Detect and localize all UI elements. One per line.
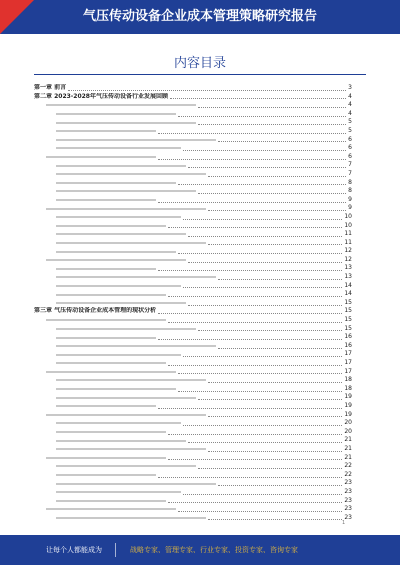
toc-entry-placeholder [46, 259, 186, 261]
toc-entry-placeholder [56, 345, 216, 347]
toc-entry-placeholder [56, 397, 196, 399]
toc-entry[interactable] [34, 488, 352, 497]
toc-leader-dots [208, 172, 346, 177]
toc-leader-dots [188, 258, 342, 263]
toc-page-number: 6 [348, 152, 352, 160]
toc-entry[interactable] [34, 350, 352, 359]
toc-leader-dots [183, 421, 342, 426]
report-title: 气压传动设备企业成本管理策略研究报告 [82, 9, 317, 24]
toc-page-number: 16 [344, 341, 352, 349]
toc-leader-dots [208, 378, 342, 383]
toc-page-number: 15 [344, 316, 352, 324]
toc-leader-dots [188, 438, 342, 443]
toc-leader-dots [198, 189, 346, 194]
toc-page-number: 4 [348, 101, 352, 109]
toc-entry-placeholder [56, 182, 176, 184]
toc-entry[interactable] [34, 368, 352, 377]
toc-page-number: 10 [344, 212, 352, 220]
toc-entry[interactable] [34, 161, 352, 170]
toc-leader-dots [158, 266, 342, 271]
toc-entry-placeholder [56, 173, 206, 175]
toc-leader-dots [168, 292, 342, 297]
toc-page-number: 5 [348, 118, 352, 126]
toc-leader-dots [188, 163, 346, 168]
footer-slogan: 让每个人都能成为 [46, 546, 102, 554]
toc-entry[interactable] [34, 505, 352, 514]
toc-entry-placeholder [46, 414, 206, 416]
toc-entry[interactable] [34, 196, 352, 205]
toc-leader-dots [198, 464, 342, 469]
toc-page-number: 23 [344, 496, 352, 504]
toc-entry[interactable] [34, 497, 352, 506]
toc-entry[interactable] [34, 428, 352, 437]
toc-leader-dots [208, 206, 346, 211]
toc-page-number: 10 [344, 221, 352, 229]
toc-entry-placeholder [56, 354, 181, 356]
toc-entry-placeholder [56, 422, 181, 424]
toc-page-number: 17 [344, 367, 352, 375]
toc-page-number: 15 [344, 298, 352, 306]
toc-entry[interactable] [34, 127, 352, 136]
toc-entry-placeholder [56, 130, 156, 132]
toc-entry-placeholder [56, 276, 216, 278]
toc-page-number: 23 [344, 513, 352, 521]
toc-entry[interactable] [34, 282, 352, 291]
toc-entry-placeholder [56, 448, 206, 450]
toc-leader-dots [158, 473, 342, 478]
toc-entry[interactable] [34, 359, 352, 368]
toc-leader-dots [158, 129, 346, 134]
toc-entry[interactable] [34, 213, 352, 222]
toc-leader-dots [208, 515, 342, 520]
toc-entry[interactable] [34, 247, 352, 256]
toc-entry[interactable] [34, 402, 352, 411]
toc-page-number: 16 [344, 333, 352, 341]
toc-entry[interactable] [34, 230, 352, 239]
toc-page-number: 19 [344, 393, 352, 401]
toc-page-number: 7 [348, 169, 352, 177]
toc-entry-placeholder [56, 474, 156, 476]
toc-page-number: 4 [348, 109, 352, 117]
toc-entry-placeholder [46, 508, 176, 510]
toc-page-number: 19 [344, 410, 352, 418]
toc-leader-dots [168, 318, 342, 323]
toc-entry-placeholder [46, 208, 206, 210]
toc-entry-placeholder [46, 371, 176, 373]
toc-chapter-entry[interactable] [34, 84, 352, 93]
toc-page-number: 5 [348, 126, 352, 134]
toc-chapter-entry[interactable] [34, 93, 352, 102]
toc-page-number: 7 [348, 161, 352, 169]
toc-entry[interactable] [34, 264, 352, 273]
toc-page-number: 13 [344, 264, 352, 272]
toc-title: 内容目录 [173, 56, 226, 71]
toc-leader-dots [198, 103, 346, 108]
toc-leader-dots [183, 215, 342, 220]
toc-entry-placeholder [56, 440, 186, 442]
toc-page-number: 22 [344, 462, 352, 470]
toc-leader-dots [168, 430, 342, 435]
toc-entry[interactable] [34, 342, 352, 351]
toc-entry-placeholder [56, 362, 166, 364]
toc-leader-dots [68, 86, 346, 91]
toc-page-number: 22 [344, 470, 352, 478]
title-divider [34, 74, 366, 75]
toc-leader-dots [198, 326, 342, 331]
toc-page-number: 6 [348, 144, 352, 152]
toc-chapter-entry[interactable] [34, 307, 352, 316]
toc-entry[interactable] [34, 325, 352, 334]
toc-entry[interactable] [34, 376, 352, 385]
toc-page-number: 12 [344, 255, 352, 263]
toc-leader-dots [178, 369, 342, 374]
toc-entry[interactable] [34, 454, 352, 463]
toc-leader-dots [198, 120, 346, 125]
toc-entry-placeholder [56, 165, 186, 167]
toc-entry[interactable] [34, 153, 352, 162]
toc-leader-dots [208, 240, 342, 245]
toc-entry[interactable] [34, 256, 352, 265]
toc-entry-placeholder [56, 242, 206, 244]
toc-entry-placeholder [56, 139, 216, 141]
toc-entry[interactable] [34, 316, 352, 325]
toc-leader-dots [208, 412, 342, 417]
toc-entry[interactable] [34, 239, 352, 248]
toc-leader-dots [183, 490, 342, 495]
toc-entry-placeholder [56, 285, 181, 287]
toc-entry[interactable] [34, 204, 352, 213]
toc-entry-placeholder [56, 379, 206, 381]
toc-leader-dots [178, 180, 346, 185]
toc-leader-dots [178, 507, 342, 512]
toc-entry[interactable] [34, 445, 352, 454]
toc-leader-dots [218, 275, 342, 280]
toc-entry-placeholder [56, 465, 196, 467]
toc-leader-dots [218, 137, 346, 142]
toc-entry[interactable] [34, 273, 352, 282]
toc-leader-dots [158, 155, 346, 160]
toc-page-number: 6 [348, 135, 352, 143]
toc-leader-dots [218, 344, 342, 349]
toc-entry-text: 第二章 2023-2028年气压传动设备行业发展回顾 [34, 92, 168, 100]
toc-entry[interactable] [34, 436, 352, 445]
footer-tagline: 战略专家、管理专家、行业专家、投资专家、咨询专家 [130, 546, 298, 554]
toc-entry-text: 第三章 气压传动设备企业成本管理的现状分析 [34, 307, 157, 315]
toc-page-number: 4 [348, 92, 352, 100]
toc-entry-placeholder [56, 122, 196, 124]
toc-entry-text: 第一章 前言 [34, 84, 67, 91]
toc-page-number: 14 [344, 281, 352, 289]
toc-entry-placeholder [56, 268, 156, 270]
toc-leader-dots [168, 361, 342, 366]
toc-leader-dots [158, 198, 346, 203]
toc-leader-dots [170, 94, 346, 99]
toc-entry[interactable] [34, 299, 352, 308]
toc-entry[interactable] [34, 187, 352, 196]
toc-entry-placeholder [56, 388, 176, 390]
toc-entry[interactable] [34, 144, 352, 153]
toc-entry[interactable] [34, 393, 352, 402]
toc-page-number: 11 [344, 238, 352, 246]
toc-leader-dots [183, 352, 342, 357]
toc-leader-dots [188, 301, 342, 306]
toc-page-number: 21 [344, 436, 352, 444]
toc-entry-placeholder [56, 225, 166, 227]
toc-entry-placeholder [46, 104, 196, 106]
toc-entry[interactable] [34, 170, 352, 179]
toc-entry[interactable] [34, 385, 352, 394]
toc-leader-dots [178, 249, 342, 254]
toc-entry[interactable] [34, 479, 352, 488]
toc-entry[interactable] [34, 333, 352, 342]
toc-entry[interactable] [34, 419, 352, 428]
toc-entry-placeholder [56, 302, 186, 304]
footer-banner [0, 535, 400, 565]
toc-page-number: 12 [344, 247, 352, 255]
toc-entry-placeholder [56, 190, 196, 192]
toc-leader-dots [183, 283, 342, 288]
toc-leader-dots [158, 404, 342, 409]
toc-entry[interactable] [34, 411, 352, 420]
toc-page-number: 23 [344, 487, 352, 495]
toc-page-number: 8 [348, 187, 352, 195]
toc-leader-dots [158, 309, 342, 314]
toc-entry[interactable] [34, 110, 352, 119]
toc-entry-placeholder [56, 251, 176, 253]
toc-entry-placeholder [56, 147, 181, 149]
toc-entry-placeholder [56, 337, 156, 339]
toc-entry-placeholder [56, 199, 156, 201]
toc-leader-dots [208, 447, 342, 452]
toc-entry-placeholder [56, 113, 176, 115]
toc-leader-dots [158, 335, 342, 340]
toc-page-number: 21 [344, 453, 352, 461]
toc-entry-placeholder [56, 431, 166, 433]
toc-page-number: 19 [344, 401, 352, 409]
toc-entry-placeholder [56, 500, 166, 502]
toc-entry[interactable] [34, 179, 352, 188]
page-number: 1 [342, 520, 346, 526]
toc-page-number: 13 [344, 273, 352, 281]
toc-entry-placeholder [56, 483, 216, 485]
toc-entry-placeholder [56, 216, 181, 218]
toc-entry-placeholder [46, 457, 166, 459]
toc-entry-placeholder [46, 156, 156, 158]
toc-leader-dots [188, 232, 342, 237]
toc-entry-placeholder [56, 491, 181, 493]
toc-entry-placeholder [56, 294, 166, 296]
toc-page-number: 17 [344, 350, 352, 358]
toc-entry[interactable] [34, 471, 352, 480]
toc-page-number: 9 [348, 195, 352, 203]
toc-list [34, 84, 352, 522]
toc-leader-dots [178, 387, 342, 392]
toc-page-number: 11 [344, 230, 352, 238]
footer-separator [115, 543, 116, 557]
toc-entry-placeholder [46, 319, 166, 321]
toc-leader-dots [168, 223, 342, 228]
toc-page-number: 15 [344, 324, 352, 332]
toc-page-number: 20 [344, 427, 352, 435]
toc-leader-dots [168, 455, 342, 460]
toc-entry[interactable] [34, 136, 352, 145]
toc-page-number: 17 [344, 359, 352, 366]
toc-entry[interactable] [34, 514, 352, 523]
toc-entry-placeholder [56, 517, 206, 519]
toc-entry[interactable] [34, 290, 352, 299]
toc-entry[interactable] [34, 101, 352, 110]
toc-page-number: 8 [348, 178, 352, 186]
toc-entry-placeholder [56, 233, 186, 235]
toc-entry-placeholder [56, 405, 156, 407]
report-header [0, 0, 400, 34]
toc-page-number: 23 [344, 505, 352, 513]
toc-leader-dots [218, 481, 342, 486]
toc-leader-dots [178, 112, 346, 117]
toc-leader-dots [168, 498, 342, 503]
toc-page-number: 18 [344, 384, 352, 392]
toc-page-number: 14 [344, 290, 352, 298]
toc-page-number: 3 [348, 84, 352, 91]
toc-entry-placeholder [56, 328, 196, 330]
toc-leader-dots [183, 146, 346, 151]
toc-page-number: 15 [344, 307, 352, 315]
toc-entry[interactable] [34, 222, 352, 231]
toc-page-number: 20 [344, 419, 352, 427]
toc-page-number: 18 [344, 376, 352, 384]
toc-leader-dots [198, 395, 342, 400]
toc-entry[interactable] [34, 118, 352, 127]
toc-page-number: 23 [344, 479, 352, 487]
toc-page-number: 21 [344, 444, 352, 452]
toc-page-number: 9 [348, 204, 352, 212]
toc-entry[interactable] [34, 462, 352, 471]
